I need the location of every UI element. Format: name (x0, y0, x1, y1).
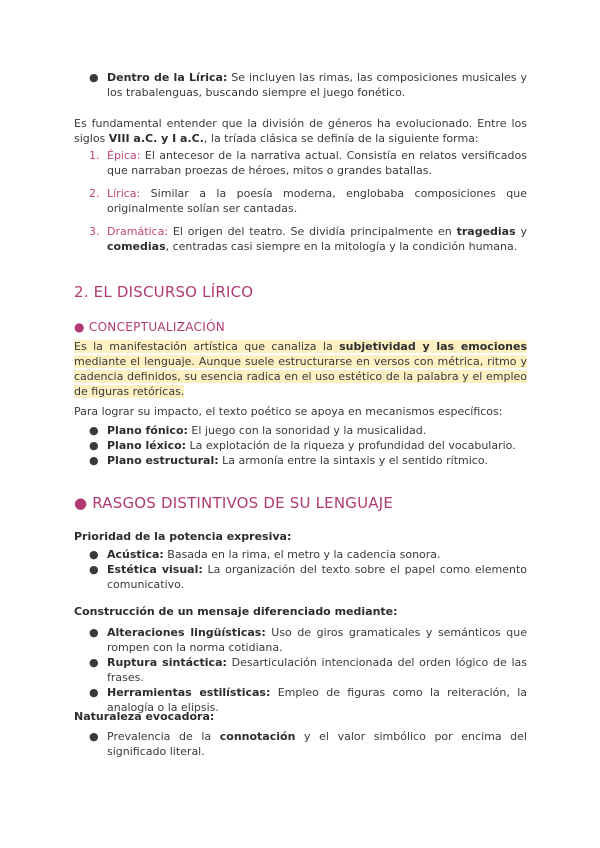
subsection-title: ● CONCEPTUALIZACIÓN (74, 320, 226, 334)
list-item: ● Plano léxico: La explotación de la riqueza y profundidad del vocabulario. (89, 439, 516, 452)
mechanisms-list (74, 423, 527, 468)
definition-paragraph: Es la manifestación artística que canaliza la subjetividad y las emociones mediante el lenguaje. Aunque suele estructurarse en versos con métrica, ritmo y cadencia definidos, su esencia radica en el uso estético de la palabra y el empleo de figuras retóricas. (74, 340, 527, 398)
genres-list (74, 148, 527, 254)
list-item: ● Plano estructural: La armonía entre la sintaxis y el sentido rítmico. (89, 454, 488, 467)
term: Dentro de la Lírica: (107, 71, 228, 84)
list-item: ● Dentro de la Lírica: Se incluyen las rimas, las composiciones musicales y los trabalenguas, buscando siempre el juego fonético. (89, 71, 527, 99)
list-item: ● Acústica: Basada en la rima, el metro y la cadencia sonora. (89, 548, 441, 561)
list-item: ● Ruptura sintáctica: Desarticulación intencionada del orden lógico de las frases. (89, 656, 527, 684)
list-item: 3. Dramática: El origen del teatro. Se dividía principalmente en tragedias y comedias, centradas casi siempre en la mitología y la condición humana. (89, 225, 527, 253)
bullet-icon: ● (89, 686, 99, 699)
bullet-icon: ● (89, 71, 99, 84)
list-item: ● Alteraciones lingüísticas: Uso de giros gramaticales y semánticos que rompen con la norma cotidiana. (89, 626, 528, 654)
list-item: ● Prevalencia de la connotación y el valor simbólico por encima del significado literal. (89, 730, 527, 758)
bullet-icon: ● (89, 548, 99, 561)
bullet-icon: ● (89, 424, 99, 437)
bullet-icon: ● (89, 656, 99, 669)
group-heading: Prioridad de la potencia expresiva: (74, 530, 292, 543)
list-item: ● Estética visual: La organización del texto sobre el papel como elemento comunicativo. (89, 563, 527, 591)
list-item: ● Plano fónico: El juego con la sonoridad y la musicalidad. (89, 424, 427, 437)
bullet-icon: ● (89, 454, 99, 467)
section-title: ● RASGOS DISTINTIVOS DE SU LENGUAJE (74, 494, 394, 512)
bullet-icon: ● (89, 563, 99, 576)
evocative-list (74, 729, 527, 759)
list-item: ● Herramientas estilísticas: Empleo de figuras como la reiteración, la analogía o la elipsis. (89, 686, 527, 714)
group-heading: Construcción de un mensaje diferenciado mediante: (74, 605, 398, 618)
lirica-bullet-list (74, 70, 527, 100)
bullet-icon: ● (89, 730, 99, 743)
differentiation-list (74, 625, 527, 715)
group-heading: Naturaleza evocadora: (74, 710, 215, 723)
list-item: 2. Lírica: Similar a la poesía moderna, englobaba composiciones que originalmente solían ser cantadas. (89, 187, 527, 215)
bullet-icon: ● (89, 626, 99, 639)
list-item: 1. Épica: El antecesor de la narrativa actual. Consistía en relatos versificados que narraban proezas de héroes, mitos o grandes batallas. (89, 149, 527, 177)
genres-intro-paragraph: Es fundamental entender que la división de géneros ha evolucionado. Entre los siglos VIII a.C. y I a.C., la tríada clásica se definía de la siguiente forma: (74, 117, 527, 145)
mechanisms-intro: Para lograr su impacto, el texto poético se apoya en mecanismos específicos: (74, 405, 503, 418)
bullet-icon: ● (89, 439, 99, 452)
section-title: 2. EL DISCURSO LÍRICO (74, 283, 254, 301)
expressive-list (74, 547, 527, 592)
